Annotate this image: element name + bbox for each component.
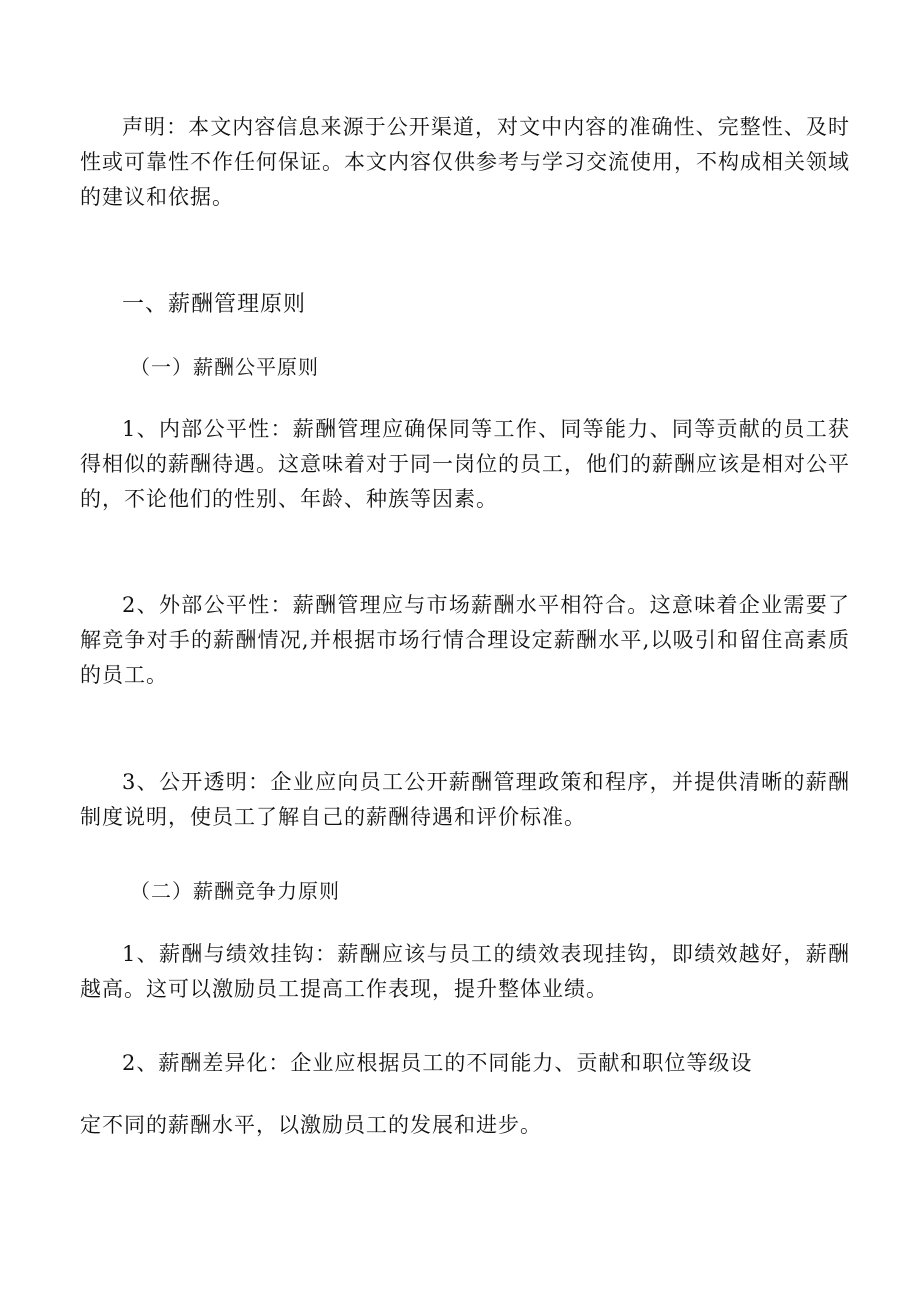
disclaimer-paragraph: 声明：本文内容信息来源于公开渠道，对文中内容的准确性、完整性、及时性或可靠性不作任何保证。本文内容仅供参考与学习交流使用，不构成相关领域的建议和依据。 — [80, 115, 850, 209]
paragraph-differentiation-line2: 定不同的薪酬水平，以激励员工的发展和进步。 — [80, 1113, 542, 1137]
paragraph-performance-link: 1、薪酬与绩效挂钩：薪酬应该与员工的绩效表现挂钩，即绩效越好，薪酬越高。这可以激励员工提高工作表现，提升整体业绩。 — [80, 942, 850, 1001]
subsection-heading-fairness: （一）薪酬公平原则 — [130, 355, 319, 379]
paragraph-internal-fairness: 1、内部公平性：薪酬管理应确保同等工作、同等能力、同等贡献的员工获得相似的薪酬待遇。这意味着对于同一岗位的员工，他们的薪酬应该是相对公平的，不论他们的性别、年龄、种族等因素。 — [80, 417, 850, 511]
section-heading: 一、薪酬管理原则 — [122, 292, 307, 317]
paragraph-transparency: 3、公开透明：企业应向员工公开薪酬管理政策和程序，并提供清晰的薪酬制度说明，使员工了解自己的薪酬待遇和评价标准。 — [80, 770, 850, 829]
paragraph-external-fairness: 2、外部公平性：薪酬管理应与市场薪酬水平相符合。这意味着企业需要了解竞争对手的薪酬情况,并根据市场行情合理设定薪酬水平,以吸引和留住高素质的员工。 — [80, 593, 850, 687]
subsection-heading-competitiveness: （二）薪酬竞争力原则 — [130, 879, 340, 903]
paragraph-differentiation-line1: 2、薪酬差异化：企业应根据员工的不同能力、贡献和职位等级设 — [122, 1051, 753, 1075]
